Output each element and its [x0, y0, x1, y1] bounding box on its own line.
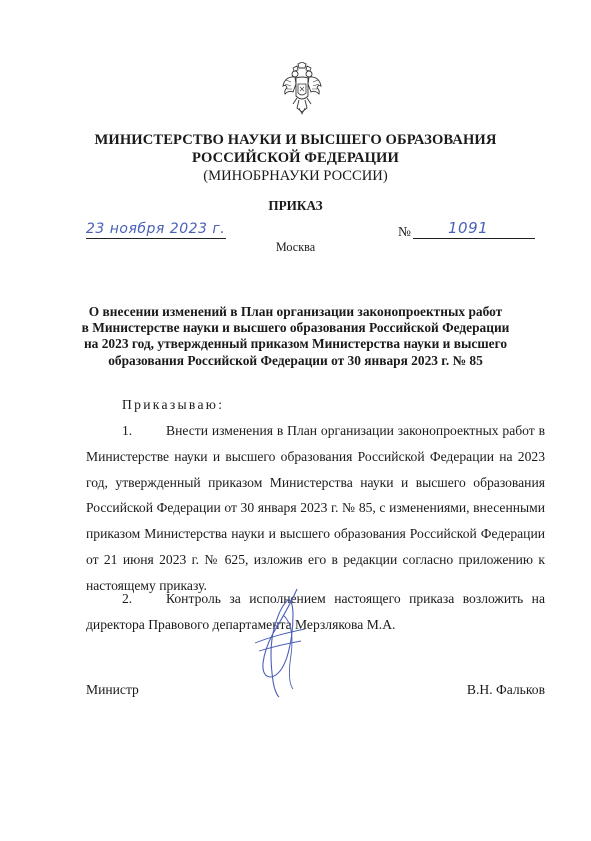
date-underline — [86, 238, 226, 239]
list-item — [86, 418, 545, 599]
item-text: Контроль за исполнением настоящего приказа возложить на директора Правового департамента Мерзлякова М.А. — [86, 591, 545, 632]
number-sign: № — [398, 224, 411, 239]
order-number-handwritten: 1091 — [448, 219, 489, 237]
heading-line: образования Российской Федерации от 30 января 2023 г. № 85 — [108, 352, 483, 368]
item-text: Внести изменения в План организации законопроектных работ в Министерстве науки и высшего образования Российской Федерации на 2023 год, утвержденный приказом Министерства науки и высшего образования Российской Федерации от 30 января 2023 г. № 85, с изменениями, внесенными приказом Министерства науки и высшего образования Российской Федерации от 21 июня 2023 г. № 625, изложив его в редакции согласно приложению к настоящему приказу. — [86, 423, 545, 593]
ministry-short-name: (МИНОБРНАУКИ РОССИИ) — [203, 168, 388, 184]
number-underline — [413, 238, 535, 239]
preamble: Приказываю: — [122, 397, 225, 412]
heading-line: в Министерстве науки и высшего образования Российской Федерации — [81, 320, 510, 336]
order-date-handwritten: 23 ноября 2023 г. — [86, 221, 226, 237]
ministry-name-line1: МИНИСТЕРСТВО НАУКИ И ВЫСШЕГО ОБРАЗОВАНИЯ — [94, 132, 497, 148]
document-type-title: ПРИКАЗ — [268, 198, 323, 213]
signer-name: В.Н. Фальков — [466, 682, 545, 697]
heading-line: на 2023 год, утвержденный приказом Министерства науки и высшего — [83, 336, 508, 352]
city-label: Москва — [275, 240, 316, 254]
coat-of-arms-icon — [281, 62, 323, 116]
ministry-name-line2: РОССИЙСКОЙ ФЕДЕРАЦИИ — [192, 150, 399, 166]
order-heading — [60, 304, 531, 369]
signer-position: Министр — [86, 682, 139, 697]
item-number: 1. — [122, 423, 133, 438]
handwritten-signature — [235, 585, 330, 700]
item-number: 2. — [122, 591, 133, 606]
heading-line: О внесении изменений в План организации законопроектных работ — [88, 304, 503, 319]
